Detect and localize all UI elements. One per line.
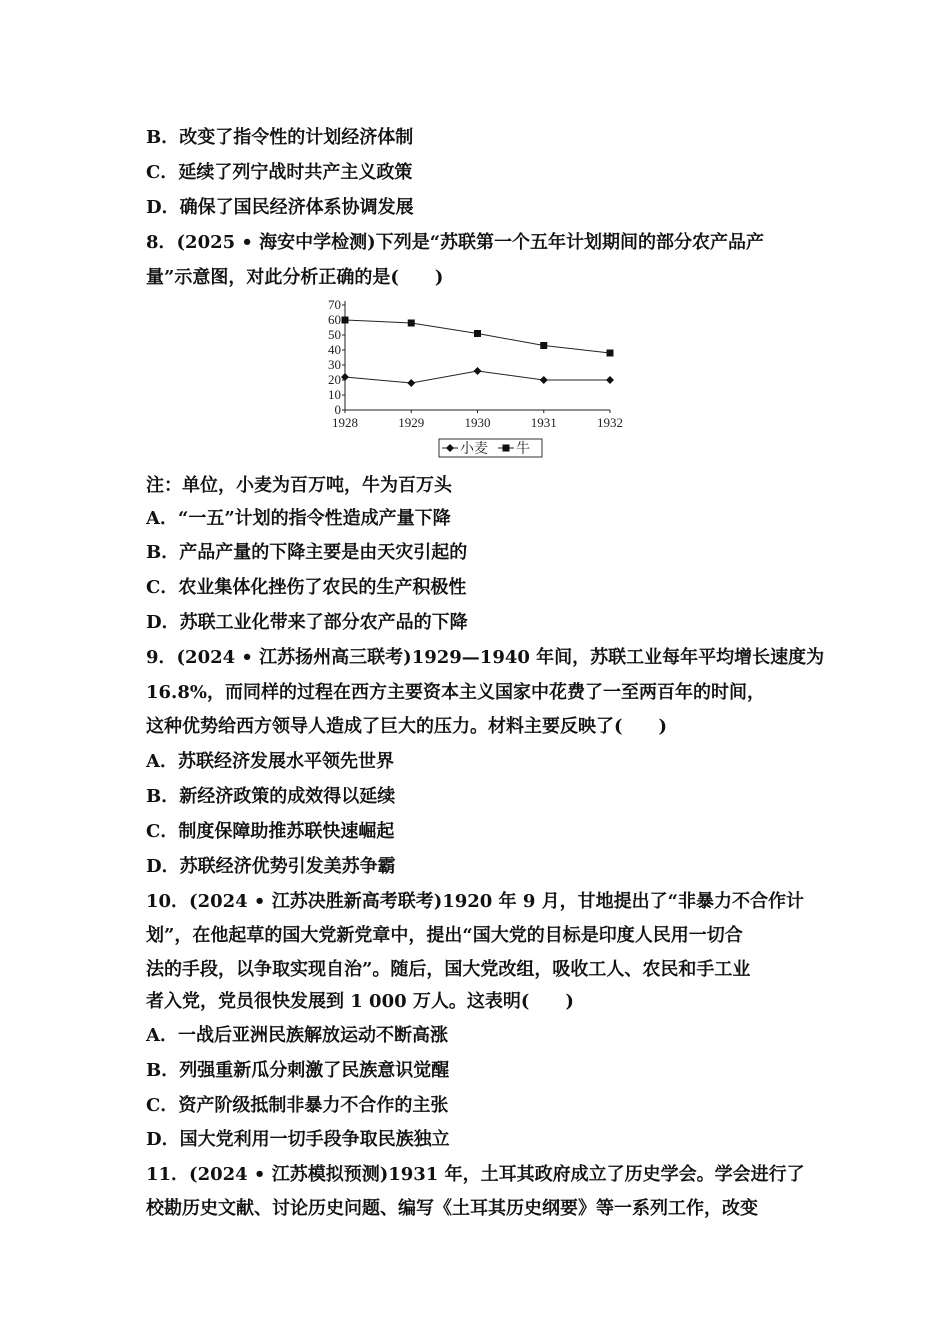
x-tick-label: 1928 [332,415,358,430]
q10-option-d: D．国大党利用一切手段争取民族独立 [146,1129,450,1150]
q10-option-a: A．一战后亚洲民族解放运动不断高涨 [146,1025,448,1046]
x-tick-label: 1929 [398,415,425,430]
data-point-1-4 [607,350,614,357]
y-tick-label: 60 [328,312,341,327]
q9-stem-line-2: 16.8%，而同样的过程在西方主要资本主义国家中花费了一至两百年的时间， [146,682,765,703]
chart-y-ticks [328,297,345,417]
q7-option-c: C．延续了列宁战时共产主义政策 [146,162,413,183]
q9-option-c: C．制度保障助推苏联快速崛起 [146,821,395,842]
data-point-0-3 [540,376,548,384]
q10-option-c: C．资产阶级抵制非暴力不合作的主张 [146,1095,449,1116]
q8-option-c: C．农业集体化挫伤了农民的生产积极性 [146,577,467,598]
legend-label-0: 小麦 [460,442,488,457]
q8-stem-line-2: 量”示意图，对此分析正确的是( ) [146,267,444,288]
data-point-1-2 [474,330,481,337]
q10-stem-line-4: 者入党，党员很快发展到 1 000 万人。这表明( ) [146,991,574,1012]
y-tick-label: 70 [328,297,341,312]
data-point-0-4 [606,376,614,384]
q10-stem-line-3: 法的手段，以争取实现自治”。随后，国大党改组，吸收工人、农民和手工业 [146,959,751,980]
y-tick-label: 50 [328,327,341,342]
q8-option-a: A．“一五”计划的指令性造成产量下降 [146,508,451,529]
q7-option-d: D．确保了国民经济体系协调发展 [146,197,414,218]
legend-marker-1 [503,445,510,452]
y-tick-label: 40 [328,342,341,357]
y-tick-label: 0 [334,402,341,417]
chart-x-ticks [332,410,623,430]
chart-series [341,317,614,388]
q8-option-b: B．产品产量的下降主要是由天灾引起的 [146,542,468,563]
data-point-0-1 [407,379,415,387]
data-point-0-2 [474,367,482,375]
chart-legend [439,439,542,457]
q10-stem-line-2: 划”，在他起草的国大党新党章中，提出“国大党的目标是印度人民用一切合 [146,925,743,946]
q9-option-b: B．新经济政策的成效得以延续 [146,786,396,807]
data-point-1-1 [408,320,415,327]
q10-stem-line-1: 10．(2024 • 江苏决胜新高考联考)1920 年 9 月，甘地提出了“非暴力不合作计 [146,891,804,912]
q8-option-d: D．苏联工业化带来了部分农产品的下降 [146,612,468,633]
q9-option-a: A．苏联经济发展水平领先世界 [146,751,394,772]
q11-stem-line-1: 11．(2024 • 江苏模拟预测)1931 年，土耳其政府成立了历史学会。学会进行了 [146,1164,805,1185]
x-tick-label: 1931 [530,415,557,430]
y-tick-label: 10 [328,387,341,402]
data-point-1-0 [342,317,349,324]
q11-stem-line-2: 校勘历史文献、讨论历史问题、编写《土耳其历史纲要》等一系列工作，改变 [146,1198,758,1219]
y-tick-label: 30 [328,357,341,372]
q8-line-chart [318,296,638,466]
q9-stem-line-3: 这种优势给西方领导人造成了巨大的压力。材料主要反映了( ) [146,716,668,737]
q7-option-b: B．改变了指令性的计划经济体制 [146,127,414,148]
q9-option-d: D．苏联经济优势引发美苏争霸 [146,856,396,877]
q8-stem-line-1: 8．(2025 • 海安中学检测)下列是“苏联第一个五年计划期间的部分农产品产 [146,232,765,253]
q9-stem-line-1: 9．(2024 • 江苏扬州高三联考)1929—1940 年间，苏联工业每年平均增长速度为 [146,647,825,668]
data-point-1-3 [540,342,547,349]
q10-option-b: B．列强重新瓜分刺激了民族意识觉醒 [146,1060,450,1081]
chart-axes [345,301,610,410]
legend-label-1: 牛 [516,442,530,457]
y-tick-label: 20 [328,372,341,387]
x-tick-label: 1932 [597,415,623,430]
q8-note: 注：单位，小麦为百万吨，牛为百万头 [146,475,452,496]
x-tick-label: 1930 [464,415,491,430]
